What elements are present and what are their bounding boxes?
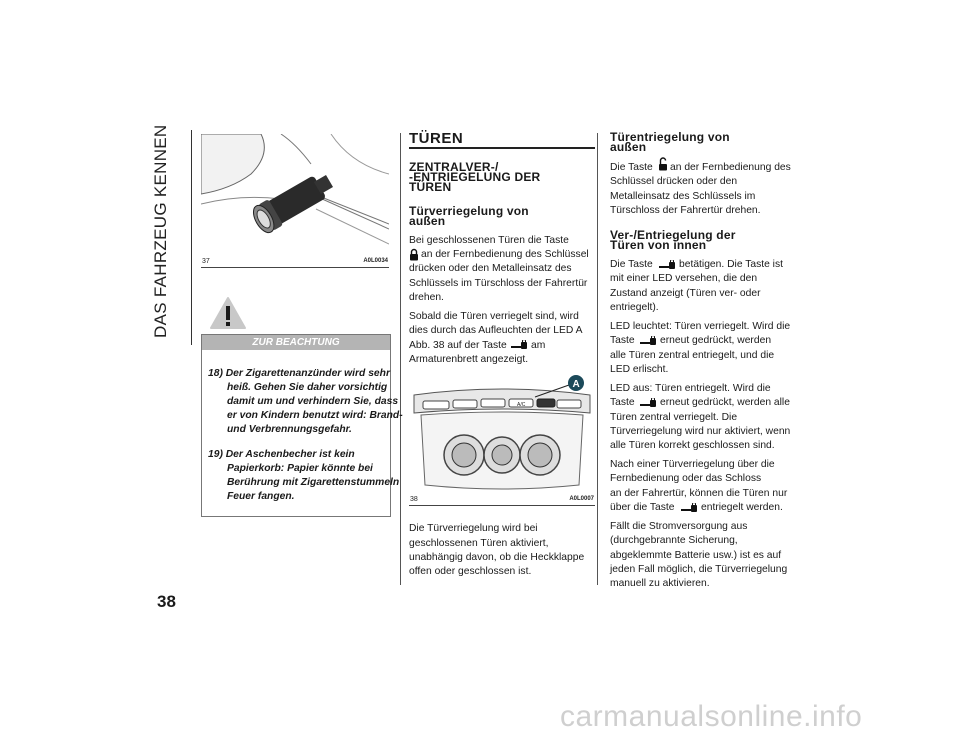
heading: Türen von innen <box>610 238 707 252</box>
paragraph-line: entriegelt). <box>610 302 659 313</box>
car-door-lock-icon <box>639 336 657 346</box>
paragraph-line: geschlossenen Türen aktiviert, <box>409 538 549 549</box>
paragraph-line: Türverriegelung wird nur aktiviert, wenn <box>610 426 791 437</box>
paragraph-line: an der Fernbedienung des <box>670 162 791 173</box>
paragraph-line: LED aus: Türen entriegelt. Wird die <box>610 383 771 394</box>
paragraph-line: Türschloss der Fahrertür drehen. <box>610 205 761 216</box>
car-door-lock-icon <box>680 503 698 513</box>
paragraph-line: dies durch das Aufleuchten der LED A <box>409 325 583 336</box>
car-door-lock-icon <box>639 398 657 408</box>
paragraph-line: Schlüssel drücken oder den <box>610 176 738 187</box>
callout-label: A <box>572 379 580 390</box>
section-title: TÜREN <box>409 130 464 147</box>
dashboard-control-panel-illustration <box>409 375 595 495</box>
paragraph-line: Armaturenbrett angezeigt. <box>409 354 529 365</box>
paragraph-line: Nach einer Türverriegelung über die <box>610 459 775 470</box>
paragraph-line: an der Fahrertür, können die Türen nur <box>610 488 788 499</box>
ac-button-label: A/C <box>517 402 526 408</box>
paragraph-line: drücken oder den Metalleinsatz des <box>409 263 572 274</box>
heading: Türverriegelung von <box>409 204 529 218</box>
paragraph-line: alle Türen zentral entriegelt, und die <box>610 350 775 361</box>
paragraph-line: an der Fernbedienung des Schlüssel <box>421 249 589 260</box>
paragraph-line: Fällt die Stromversorgung aus <box>610 521 748 532</box>
paragraph-line: jeden Fall möglich, die Türverriegelung <box>610 564 788 575</box>
paragraph-line: abgeklemmte Batterie usw.) ist es auf <box>610 550 782 561</box>
paragraph-line: mit einer LED versehen, die den <box>610 273 758 284</box>
column-divider <box>400 133 401 585</box>
page-number: 38 <box>157 592 176 611</box>
subsection-title: TÜREN <box>409 180 452 194</box>
heading: Türentriegelung von <box>610 130 730 144</box>
subsection-title: -ENTRIEGELUNG DER <box>409 170 541 184</box>
chapter-rule <box>191 130 192 345</box>
paragraph-line: offen oder geschlossen ist. <box>409 566 532 577</box>
paragraph-line: Metalleinsatz des Schlüssels im <box>610 191 756 202</box>
paragraph-line: alle Türen korrekt geschlossen sind. <box>610 440 775 451</box>
chapter-title: DAS FAHRZEUG KENNEN <box>151 124 170 338</box>
car-door-lock-icon <box>658 260 676 270</box>
paragraph-line: Die Türverriegelung wird bei <box>409 523 538 534</box>
figure-number: 38 <box>410 496 418 503</box>
figure-code: A0L0034 <box>363 258 388 264</box>
heading: außen <box>610 140 647 154</box>
column-divider <box>597 133 598 585</box>
warning-triangle-icon <box>209 296 247 330</box>
paragraph-line: LED erlischt. <box>610 364 669 375</box>
paragraph-line: (durchgebrannte Sicherung, <box>610 535 738 546</box>
warning-item: 19) Der Aschenbecher ist kein Papierkorb: Papier könnte bei Berührung mit Zigarettenstummeln Feuer fangen. <box>208 449 400 502</box>
warning-box <box>201 334 403 517</box>
paragraph-line: Türen zentral verriegelt. Die <box>610 412 738 423</box>
padlock-closed-icon <box>409 248 419 261</box>
paragraph-line: unabhängig davon, ob die Heckklappe <box>409 552 585 563</box>
paragraph-line: Die Taste <box>610 259 653 270</box>
paragraph-line: Taste <box>610 397 635 408</box>
paragraph-line: manuell zu aktivieren. <box>610 578 710 589</box>
paragraph-line: über die Taste <box>610 502 675 513</box>
figure-number: 37 <box>202 258 210 265</box>
paragraph-line: Fernbedienung oder das Schloss <box>610 473 762 484</box>
subsection-title: ZENTRALVER-/ <box>409 160 499 174</box>
figure-37 <box>201 134 389 268</box>
paragraph-line: Zustand anzeigt (Türen ver- oder <box>610 288 761 299</box>
warning-item: 18) Der Zigarettenanzünder wird sehr heiß. Gehen Sie daher vorsichtig damit um und verhindern Sie, dass er von Kindern benutzt wird: Brand- und Verbrennungsgefahr. <box>208 368 403 435</box>
heading: Ver-/Entriegelung der <box>610 228 736 242</box>
paragraph-line: betätigen. Die Taste ist <box>679 259 783 270</box>
warning-header: ZUR BEACHTUNG <box>202 335 390 350</box>
paragraph-line: am <box>531 340 546 351</box>
car-door-lock-icon <box>510 340 528 350</box>
paragraph-line: Abb. 38 auf der Taste <box>409 340 507 351</box>
paragraph-line: Taste <box>610 335 635 346</box>
heading: außen <box>409 214 446 228</box>
paragraph-line: Sobald die Türen verriegelt sind, wird <box>409 311 579 322</box>
paragraph-line: LED leuchtet: Türen verriegelt. Wird die <box>610 321 791 332</box>
paragraph-line: Schlüssels im Türschloss der Fahrertür <box>409 278 588 289</box>
paragraph-line: erneut gedrückt, werden <box>660 335 772 346</box>
paragraph-line: Die Taste <box>610 162 653 173</box>
padlock-open-icon <box>658 157 668 171</box>
paragraph-line: Bei geschlossenen Türen die Taste <box>409 235 569 246</box>
watermark: carmanualsonline.info <box>560 700 863 733</box>
paragraph-line: drehen. <box>409 292 444 303</box>
figure-38 <box>409 375 595 506</box>
paragraph-line: entriegelt werden. <box>701 502 783 513</box>
title-rule <box>409 147 595 149</box>
cigarette-lighter-illustration <box>201 134 389 259</box>
figure-code: A0L0007 <box>569 496 594 502</box>
paragraph-line: erneut gedrückt, werden alle <box>660 397 790 408</box>
